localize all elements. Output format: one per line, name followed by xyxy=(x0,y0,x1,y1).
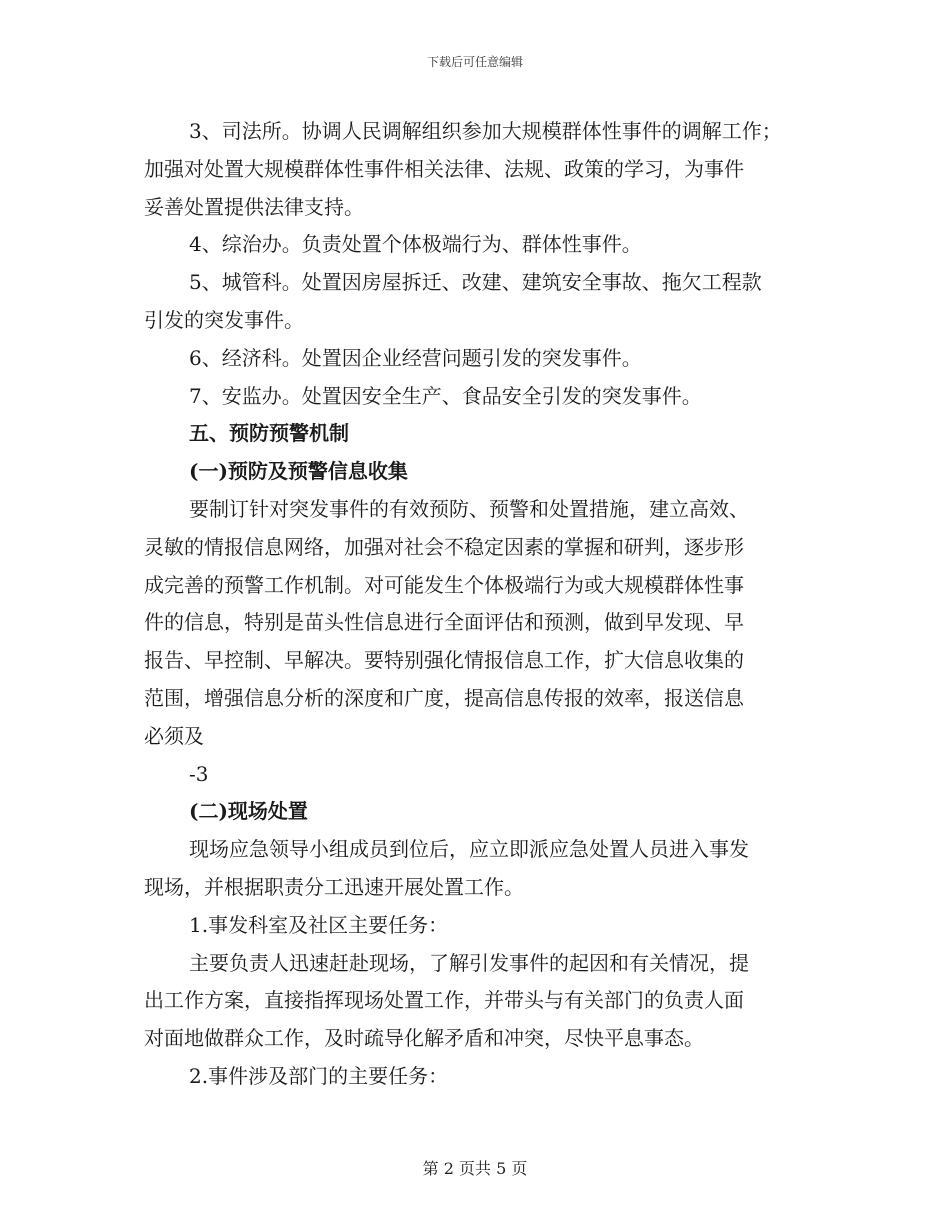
page-header: 下载后可任意编辑 xyxy=(426,55,523,69)
paragraph-line: 6、经济科。处置因企业经营问题引发的突发事件。 xyxy=(189,345,642,370)
paragraph-line: 7、安监办。处置因安全生产、食品安全引发的突发事件。 xyxy=(189,383,702,408)
paragraph-line: 5、城管科。处置因房屋拆迁、改建、建筑安全事故、拖欠工程款 xyxy=(189,270,762,295)
paragraph-line: 4、综治办。负责处置个体极端行为、群体性事件。 xyxy=(189,232,642,257)
paragraph-line: 灵敏的情报信息网络，加强对社会不稳定因素的掌握和研判，逐步形 xyxy=(144,534,744,559)
section-heading: (二)现场处置 xyxy=(189,799,308,824)
paragraph-line: 1.事发科室及社区主要任务： xyxy=(189,912,449,937)
paragraph-line: 成完善的预警工作机制。对可能发生个体极端行为或大规模群体性事 xyxy=(144,572,744,597)
paragraph-line: 3、司法所。协调人民调解组织参加大规模群体性事件的调解工作； xyxy=(189,119,782,143)
paragraph-line: 引发的突发事件。 xyxy=(144,307,304,332)
paragraph-line: 出工作方案，直接指挥现场处置工作，并带头与有关部门的负责人面 xyxy=(144,988,744,1013)
paragraph-line: 范围，增强信息分析的深度和广度，提高信息传报的效率，报送信息 xyxy=(144,685,744,710)
document-body xyxy=(144,113,806,1096)
paragraph-line: -3 xyxy=(189,761,209,786)
paragraph-line: 现场，并根据职责分工迅速开展处置工作。 xyxy=(144,874,524,899)
paragraph-line: 加强对处置大规模群体性事件相关法律、法规、政策的学习，为事件 xyxy=(144,156,744,181)
page-footer: 第 2 页共 5 页 xyxy=(422,1159,528,1178)
paragraph-line: 要制订针对突发事件的有效预防、预警和处置措施，建立高效、 xyxy=(189,496,749,521)
paragraph-line: 对面地做群众工作，及时疏导化解矛盾和冲突，尽快平息事态。 xyxy=(144,1026,704,1051)
section-heading: 五、预防预警机制 xyxy=(189,421,349,446)
paragraph-line: 2.事件涉及部门的主要任务： xyxy=(189,1063,449,1088)
paragraph-line: 件的信息，特别是苗头性信息进行全面评估和预测，做到早发现、早 xyxy=(144,610,744,635)
paragraph-line: 主要负责人迅速赶赴现场，了解引发事件的起因和有关情况，提 xyxy=(189,950,749,975)
paragraph-line: 妥善处置提供法律支持。 xyxy=(144,194,364,219)
paragraph-line: 必须及 xyxy=(144,723,204,748)
paragraph-line: 现场应急领导小组成员到位后，应立即派应急处置人员进入事发 xyxy=(189,837,749,862)
paragraph-line: 报告、早控制、早解决。要特别强化情报信息工作，扩大信息收集的 xyxy=(144,648,744,673)
section-heading: (一)预防及预警信息收集 xyxy=(189,459,408,484)
